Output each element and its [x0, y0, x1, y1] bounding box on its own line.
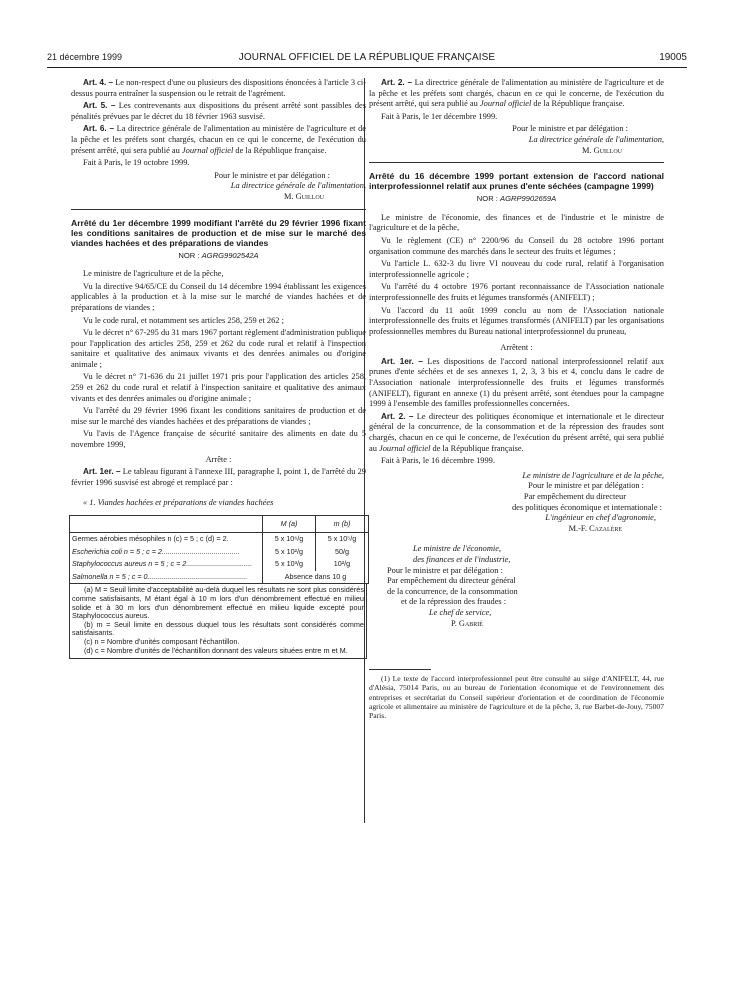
header-rule — [47, 67, 687, 68]
signature-block-economie: Le ministre de l'économie, des finances et de l'industrie, Pour le ministre et par délégation : Par empêchement du directeur général de la concurrence, de la consommation et de la répression des fraudes : Le chef de service, P. Gabrié — [387, 544, 518, 628]
section-rule — [71, 209, 366, 210]
table-row: Escherichia coli n = 5 ; c = 2....................................... 5 x 10²/g 50/g — [70, 546, 369, 559]
preamble-3: Vu l'arrêté du 4 octobre 1976 portant reconnaissance de l'Association nationale interprofessionnelle des fruits et légumes transformés (ANIFELT) ; — [369, 282, 664, 302]
nor-reference: NOR : AGRG9902542A — [178, 250, 259, 260]
right-column — [369, 78, 664, 720]
header-date: 21 décembre 1999 — [47, 52, 123, 62]
decree-title: Arrêté du 16 décembre 1999 portant extension de l'accord national interprofessionnel relatif aux prunes d'ente séchées (campagne 1999) — [369, 171, 664, 192]
page-header — [47, 52, 687, 66]
decree-title: Arrêté du 1er décembre 1999 modifiant l'arrêté du 29 février 1996 fixant les conditions sanitaires de production et de mise sur le marché des viandes hachées et des préparations de viandes — [71, 217, 366, 248]
arretent-heading: Arrêtent : — [500, 343, 533, 353]
table-note: (d) c = Nombre d'unités de l'échantillon donnant des valeurs situées entre m et M. — [84, 645, 348, 655]
table-note: (b) m = Seuil limite en dessous duquel tous les résultats sont considérés comme satisfaisants. — [72, 619, 364, 638]
table-row: Staphylococcus aureus n = 5 ; c = 2................................. 5 x 10³/g 10²/g — [70, 558, 369, 571]
signature-line: Pour le ministre et par délégation : — [512, 124, 628, 134]
fait-a-paris: Fait à Paris, le 1er décembre 1999. — [381, 111, 498, 121]
preamble-0: Le ministre de l'agriculture et de la pêche, — [83, 269, 224, 279]
nor-reference: NOR : AGRP9902659A — [476, 194, 557, 204]
article-2b: Art. 2. – Le directeur des politiques économique et internationale et le directeur général de la concurrence, de la consommation et de la répression des fraudes sont chargés, chacun en ce qui le concerne, de l'exécution du présent arrêté, qui sera publié au Journal officiel de la République française. — [369, 411, 664, 453]
preamble-6: Vu l'avis de l'Agence française de sécurité sanitaire des aliments en date du 5 novembre 1999, — [71, 429, 366, 450]
table-header-cell — [70, 516, 263, 533]
section-rule — [369, 162, 664, 163]
article-1: Art. 1er. – Les dispositions de l'accord national interprofessionnel relatif aux prunes d'ente séchées et de ses annexes 1, 2, 3, 3 bis et 4, conclu dans le cadre de l'Association nationale interprofessionnelle des fruits et légumes transformés (ANIFELT), figurant en annexe (1) du présent arrêté, sont étendues pour la campagne 1999 à l'ensemble des familles professionnelles concernées. — [369, 356, 665, 409]
table-row: Germes aérobies mésophiles n (c) = 5 ; c (d) = 2. 5 x 10⁶/g 5 x 10⁵/g — [70, 533, 369, 546]
table-notes — [69, 584, 367, 659]
signature-line: Pour le ministre et par délégation : — [214, 170, 330, 180]
signature-block-agriculture: Le ministre de l'agriculture et de la pêche, Pour le ministre et par délégation : Par empêchement du directeur des politiques économique et internationale : L'ingénieur en chef d'agronomie, M.-F. Cazalère — [511, 470, 664, 533]
footnote: (1) Le texte de l'accord interprofessionnel peut être consulté au siège d'ANIFELT, 44, rue d'Alésia, 75014 Paris, ou au bureau de l'orientation économique et de l'environnement des entreprises et secrétariat du Conseil supérieur d'orientation et de coordination de l'économie agricole et alimentaire au ministère de l'agriculture et de la pêche, 3, rue Barbet-de-Jouy, 75007 Paris. — [369, 674, 664, 720]
header-page-number: 19005 — [659, 52, 687, 63]
preamble-4: Vu le décret n° 71-636 du 21 juillet 1971 pris pour l'application des articles 258, 259 et 262 du code rural et relatif à l'inspection sanitaire et qualitative des animaux vivants et des denrées animales ou d'origine animale ; — [71, 372, 366, 403]
preamble-5: Vu l'arrêté du 29 février 1996 fixant les conditions sanitaires de production et de mise sur le marché des viandes hachées et des préparations de viandes ; — [71, 406, 366, 426]
signature-name: M. Guillou — [581, 145, 622, 155]
table-caption: « 1. Viandes hachées et préparations de viandes hachées — [83, 498, 274, 508]
signature-name: M. Guillou — [283, 191, 324, 201]
signature-title: La directrice générale de l'alimentation, — [528, 134, 664, 144]
article-4: Art. 4. – Le non-respect d'une ou plusieurs des dispositions énoncées à l'article 3 ci-dessus pourra entraîner la suspension ou le retrait de l'agrément. — [71, 78, 366, 98]
preamble-2: Vu l'article L. 632-3 du livre VI nouveau du code rural, relatif à l'organisation interprofessionnelle agricole ; — [369, 259, 664, 279]
table-header-cell: M (a) — [263, 516, 316, 533]
criteria-table — [69, 515, 369, 584]
article-2: Art. 2. – La directrice générale de l'alimentation au ministère de l'agriculture et de la pêche et les préfets sont chargés, chacun en ce qui le concerne, de l'exécution du présent arrêté, qui sera publié au Journal officiel de la République française. — [369, 78, 664, 109]
preamble-0: Le ministre de l'économie, des finances et de l'industrie et le ministre de l'agriculture et de la pêche, — [369, 212, 664, 233]
table-header-row — [70, 516, 369, 533]
left-column — [71, 78, 366, 659]
signature-title: La directrice générale de l'alimentation, — [230, 181, 366, 191]
table-row: Salmonella n = 5 ; c = 0.................................................. Absence dans 10 g — [70, 571, 369, 584]
preamble-1: Vu le règlement (CE) n° 2200/96 du Conseil du 28 octobre 1996 portant organisation commune des marchés dans le secteur des fruits et légumes ; — [369, 235, 664, 256]
header-journal-title: JOURNAL OFFICIEL DE LA RÉPUBLIQUE FRANÇAISE — [238, 52, 496, 63]
fait-a-paris-2: Fait à Paris, le 16 décembre 1999. — [381, 456, 495, 466]
table-note: (c) n = Nombre d'unités composant l'échantillon. — [84, 636, 240, 646]
article-6: Art. 6. – La directrice générale de l'alimentation au ministère de l'agriculture et de la pêche et les préfets sont chargés, chacun en ce qui le concerne, de l'exécution du présent arrêté, qui sera publié au Journal officiel de la République française. — [71, 124, 366, 155]
table-header-cell: m (b) — [315, 516, 368, 533]
arrete-heading: Arrête : — [205, 454, 232, 464]
preamble-1: Vu la directive 94/65/CE du Conseil du 14 décembre 1994 établissant les exigences applicables à la production et à la mise sur le marché de viandes hachées et de préparations de viandes ; — [71, 281, 366, 312]
preamble-3: Vu le décret n° 67-295 du 31 mars 1967 portant règlement d'administration publique pour l'application des articles 258, 259 et 262 du code rural et relatif à l'inspection sanitaire et qualitative des animaux vivants et des denrées animales ou d'origine animale ; — [71, 328, 366, 369]
preamble-4: Vu l'accord du 11 août 1999 conclu au nom de l'Association nationale interprofessionnelle des fruits et légumes transformés (ANIFELT) par les organisations professionnelles membres du Bureau national interprofessionnel du pruneau, — [369, 305, 664, 336]
table-note: (a) M = Seuil limite d'acceptabilité au-delà duquel les résultats ne sont plus considérés comme satisfaisants, M étant égal à 10 m lors d'un dénombrement effectué en milieu solide et à 30 m lors d'un dénombrement effectué en milieu liquide excepté pour Staphylococcus aureus. — [72, 585, 364, 621]
fait-a-paris: Fait à Paris, le 19 octobre 1999. — [83, 158, 190, 168]
footnote-rule — [369, 669, 431, 670]
article-1: Art. 1er. – Le tableau figurant à l'annexe III, paragraphe I, point 1, de l'arrêté du 29 février 1996 susvisé est abrogé et remplacé par : — [71, 467, 366, 487]
article-5: Art. 5. – Les contrevenants aux dispositions du présent arrêté sont passibles des pénalités prévues par le décret du 18 février 1963 susvisé. — [71, 101, 366, 121]
preamble-2: Vu le code rural, et notamment ses articles 258, 259 et 262 ; — [83, 315, 284, 325]
